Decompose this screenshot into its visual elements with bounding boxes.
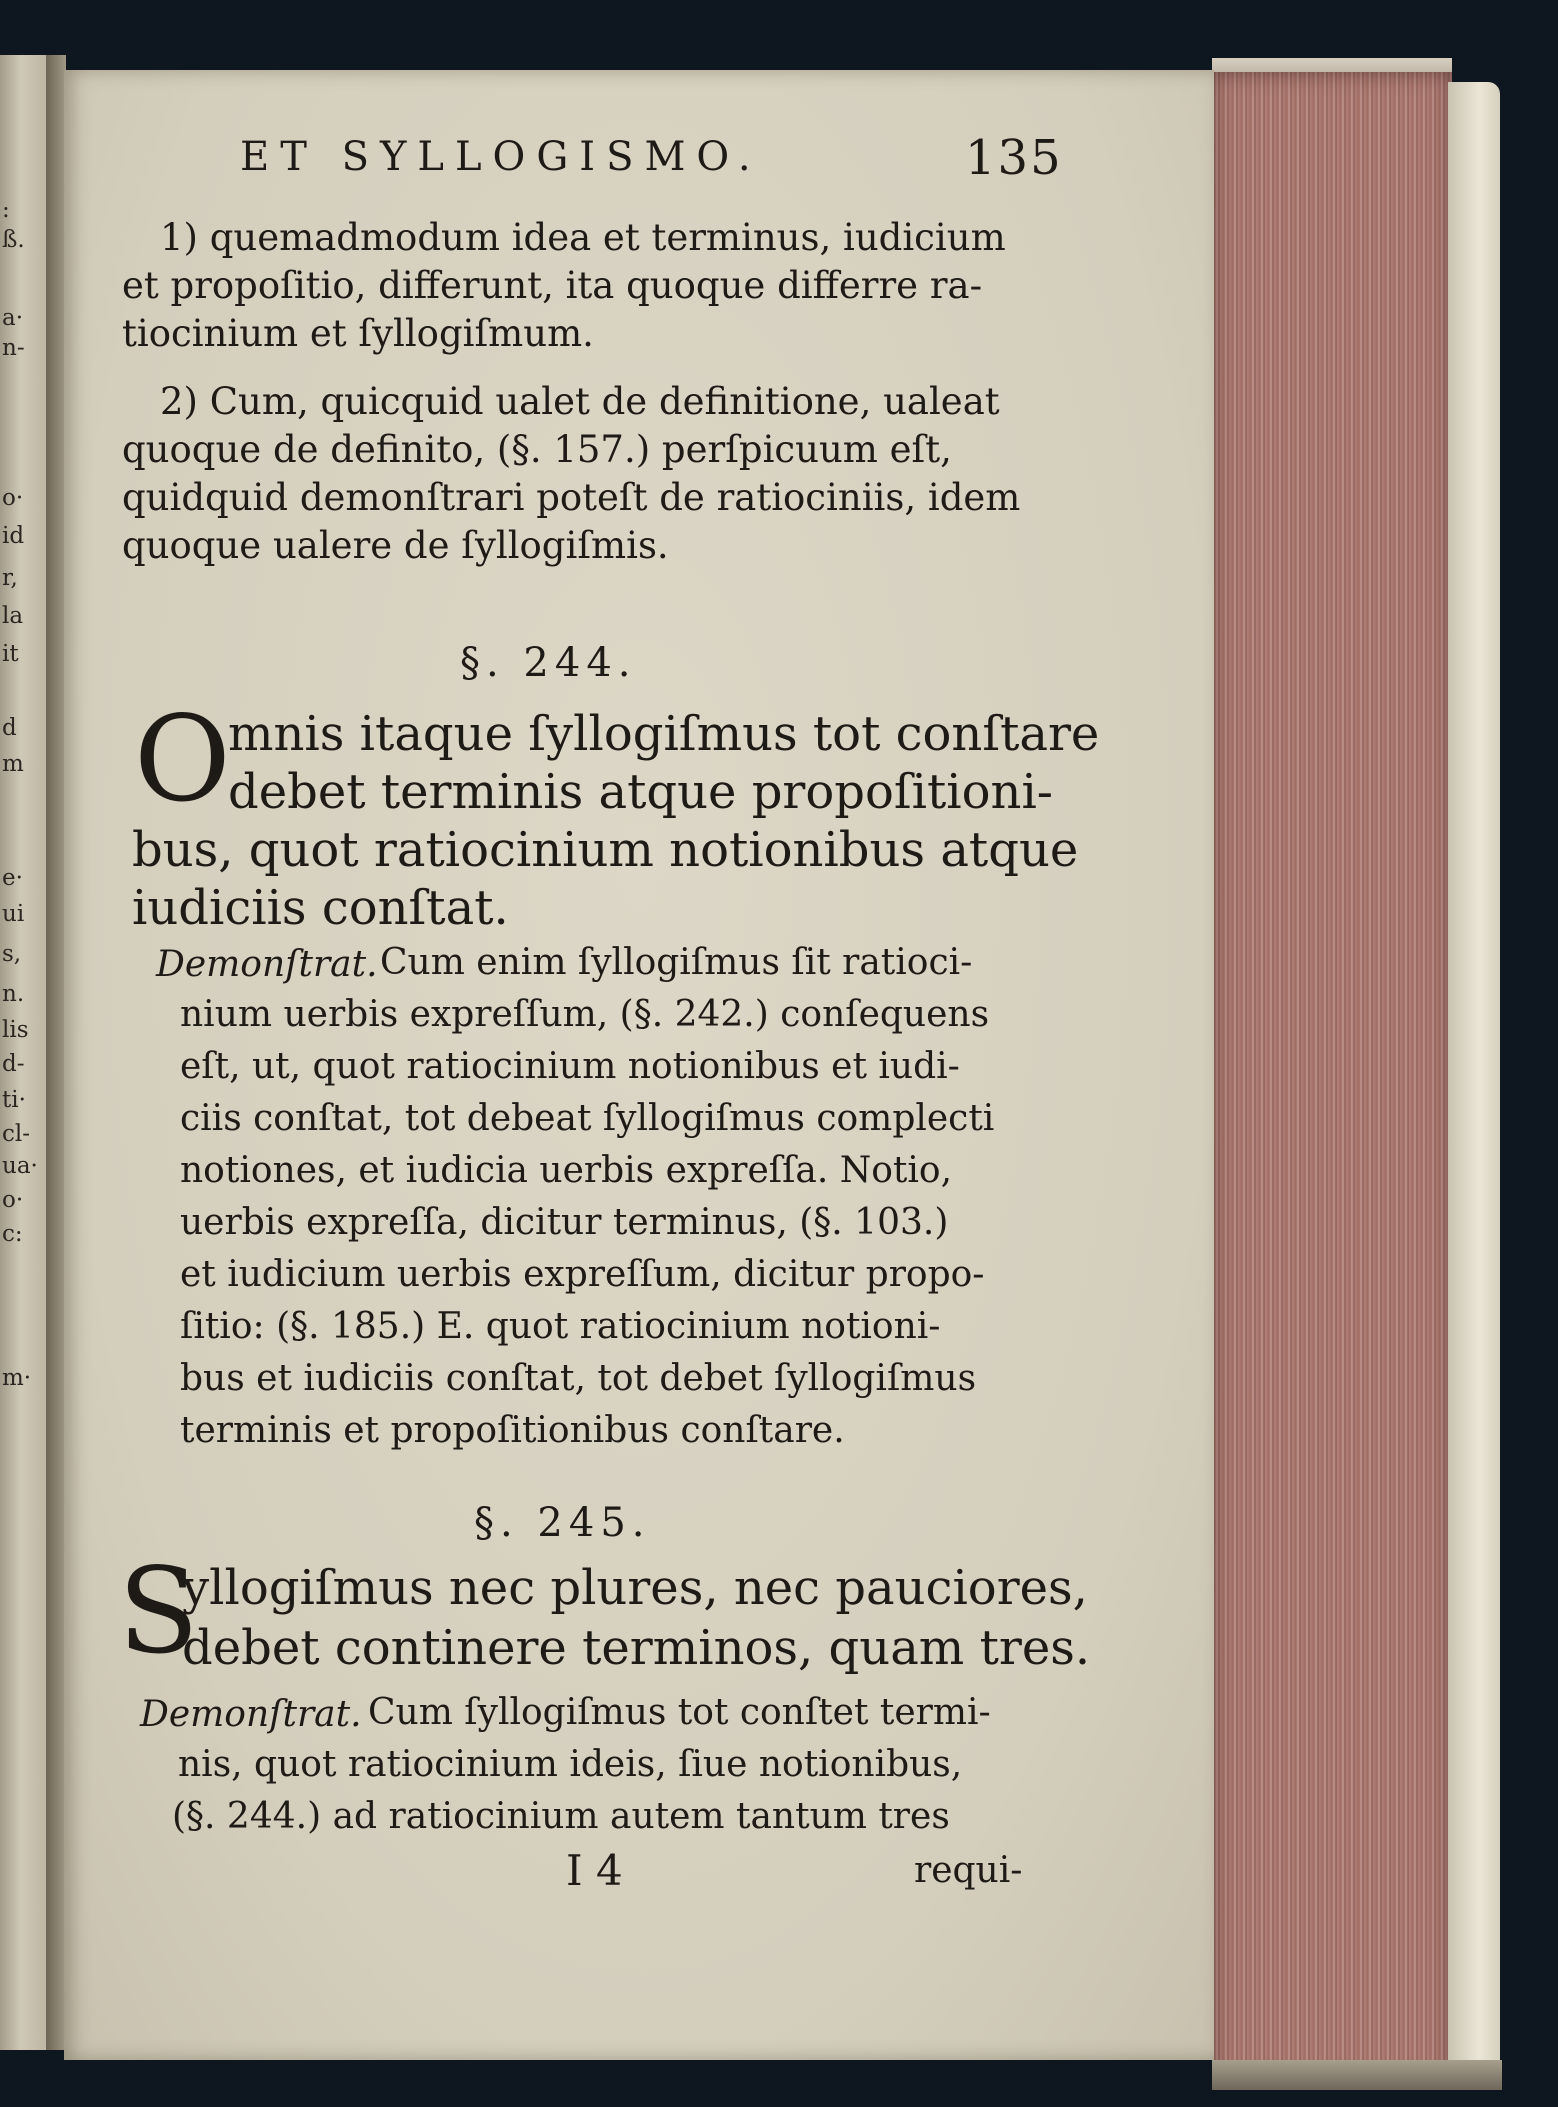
demonstration-line: bus et iudiciis conſtat, tot debet ſyllogiſmus: [180, 1358, 977, 1399]
demonstration-line: Cum enim ſyllogiſmus ſit ratioci-: [380, 942, 973, 983]
intro-line: 1) quemadmodum idea et terminus, iudicium: [160, 216, 1006, 259]
demonstration-line: nis, quot ratiocinium ideis, ſiue notionibus,: [178, 1744, 963, 1785]
catchword: requi-: [914, 1850, 1023, 1891]
statement-line: iudiciis conſtat.: [132, 880, 509, 936]
book-gutter: [46, 55, 66, 2050]
dropcap-o: O: [134, 690, 231, 828]
margin-fragment: r,: [2, 565, 18, 591]
margin-fragment: e·: [2, 865, 23, 891]
section-heading-244: §. 244.: [460, 640, 637, 686]
margin-fragment: ua·: [2, 1153, 38, 1179]
intro-line: quoque de definito, (§. 157.) perſpicuum eſt,: [122, 428, 952, 471]
demonstration-label: Demonſtrat.: [140, 1694, 362, 1735]
statement-line: bus, quot ratiocinium notionibus atque: [132, 822, 1079, 878]
margin-fragment: s,: [2, 941, 22, 967]
signature-mark: I 4: [566, 1846, 623, 1895]
demonstration-line: ciis conſtat, tot debeat ſyllogiſmus complecti: [180, 1098, 995, 1139]
dropcap-s: S: [118, 1542, 199, 1680]
margin-fragment: :: [2, 197, 10, 223]
intro-line: quoque ualere de ſyllogiſmis.: [122, 524, 669, 567]
margin-fragment: cl-: [2, 1121, 31, 1147]
demonstration-line: Cum ſyllogiſmus tot conſtet termi-: [368, 1692, 991, 1733]
intro-line: 2) Cum, quicquid ualet de definitione, ualeat: [160, 380, 1000, 423]
margin-fragment: a·: [2, 305, 24, 331]
margin-fragment: d-: [2, 1051, 25, 1077]
margin-fragment: o·: [2, 1187, 24, 1213]
statement-line: debet terminis atque propoſitioni-: [228, 764, 1054, 820]
statement-line: debet continere terminos, quam tres.: [182, 1620, 1091, 1676]
demonstration-line: et iudicium uerbis expreſſum, dicitur propo-: [180, 1254, 985, 1295]
running-head: ET SYLLOGISMO.: [240, 134, 762, 180]
margin-fragment: ui: [2, 901, 25, 927]
margin-fragment: lis: [2, 1017, 29, 1043]
margin-fragment: o·: [2, 485, 24, 511]
statement-line: yllogiſmus nec plures, nec pauciores,: [182, 1560, 1088, 1616]
demonstration-line: uerbis expreſſa, dicitur terminus, (§. 103.): [180, 1202, 949, 1243]
demonstration-label: Demonſtrat.: [156, 944, 378, 985]
demonstration-line: eſt, ut, quot ratiocinium notionibus et iudi-: [180, 1046, 960, 1087]
margin-fragment: it: [2, 641, 19, 667]
intro-line: tiocinium et ſyllogiſmum.: [122, 312, 594, 355]
margin-fragment: c:: [2, 1221, 23, 1247]
previous-page-edge: [0, 55, 46, 2050]
book-cover-bottom: [1212, 2060, 1502, 2090]
margin-fragment: n-: [2, 335, 25, 361]
demonstration-line: terminis et propoſitionibus conſtare.: [180, 1410, 845, 1451]
demonstration-line: notiones, et iudicia uerbis expreſſa. Notio,: [180, 1150, 953, 1191]
book-cover-edge: [1448, 82, 1500, 2082]
page-number: 135: [965, 130, 1063, 186]
margin-fragment: ti·: [2, 1087, 26, 1113]
margin-fragment: id: [2, 523, 25, 549]
margin-fragment: la: [2, 603, 24, 629]
intro-line: et propoſitio, differunt, ita quoque differre ra-: [122, 264, 983, 307]
demonstration-line: nium uerbis expreſſum, (§. 242.) conſequens: [180, 994, 990, 1035]
margin-fragment: ß.: [2, 227, 25, 253]
margin-fragment: m·: [2, 1365, 32, 1391]
margin-fragment: d: [2, 715, 17, 741]
page-fore-edge: [1212, 72, 1452, 2082]
margin-fragment: m: [2, 751, 24, 777]
demonstration-line: ſitio: (§. 185.) E. quot ratiocinium notioni-: [180, 1306, 941, 1347]
margin-fragment: n.: [2, 981, 25, 1007]
statement-line: mnis itaque ſyllogiſmus tot conſtare: [228, 706, 1100, 762]
section-heading-245: §. 245.: [474, 1500, 651, 1546]
demonstration-line: (§. 244.) ad ratiocinium autem tantum tres: [172, 1796, 950, 1837]
intro-line: quidquid demonſtrari poteſt de ratiociniis, idem: [122, 476, 1021, 519]
